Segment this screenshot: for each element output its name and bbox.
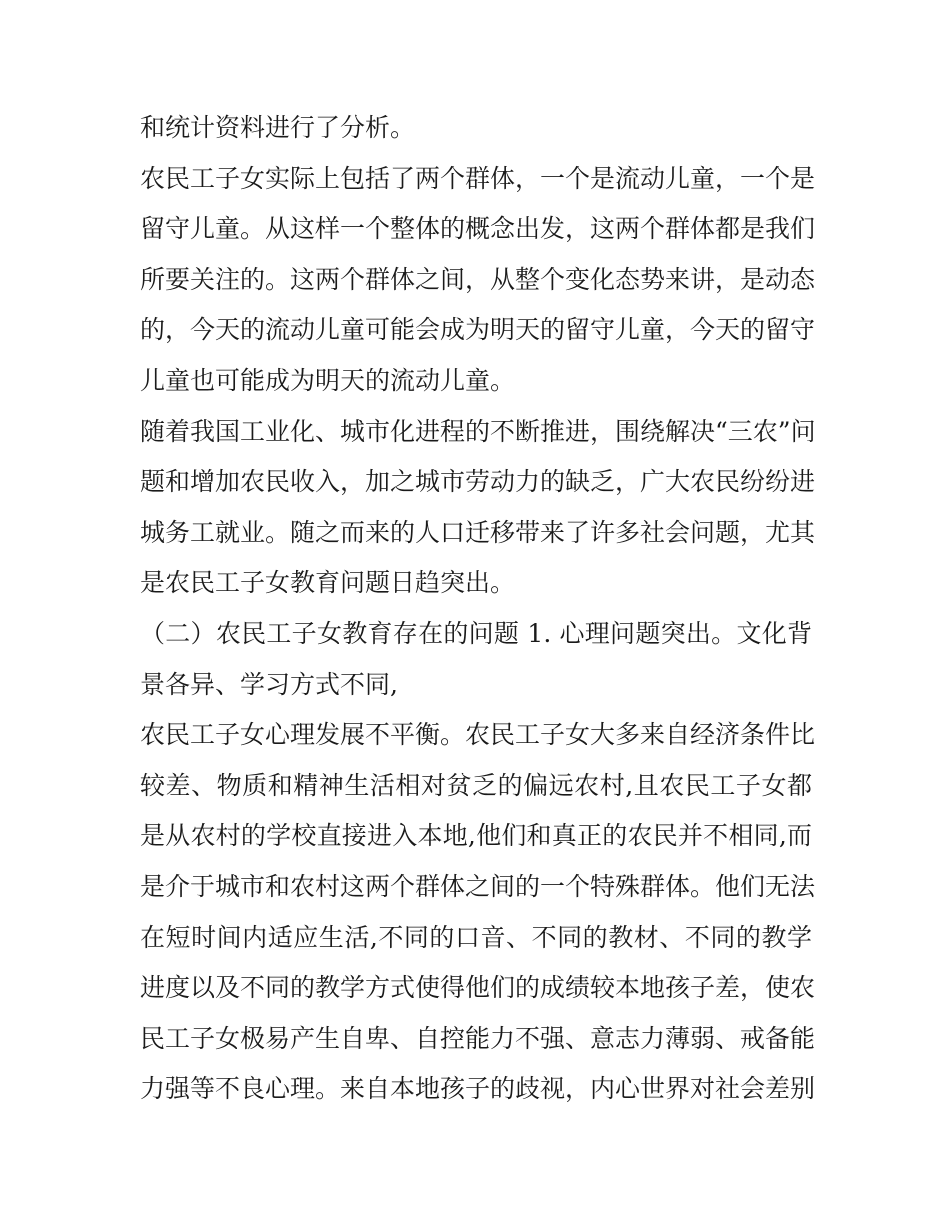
text-line: 和统计资料进行了分析。 — [140, 113, 416, 142]
text-line: 力强等不良心理。来自本地孩子的歧视，内心世界对社会差别 — [140, 1074, 816, 1104]
text-line: 是农民工子女教育问题日趋突出。 — [140, 568, 516, 598]
text-line: 是介于城市和农村这两个群体之间的一个特殊群体。他们无法 — [140, 871, 816, 901]
text-line: 在短时间内适应生活,不同的口音、不同的教材、不同的教学 — [140, 922, 812, 952]
text-line: 随着我国工业化、城市化进程的不断推进，围绕解决“三农”问 — [140, 416, 816, 446]
text-line: 留守儿童。从这样一个整体的概念出发，这两个群体都是我们 — [140, 214, 816, 244]
text-line: 题和增加农民收入，加之城市劳动力的缺乏，广大农民纷纷进 — [140, 467, 816, 497]
text-line: 较差、物质和精神生活相对贫乏的偏远农村,且农民工子女都 — [140, 770, 812, 800]
document-body — [140, 103, 816, 1115]
text-line: 进度以及不同的教学方式使得他们的成绩较本地孩子差，使农 — [140, 973, 816, 1003]
text-line: 农民工子女实际上包括了两个群体，一个是流动儿童，一个是 — [140, 163, 816, 193]
text-line: 的，今天的流动儿童可能会成为明天的留守儿童，今天的留守 — [140, 315, 816, 345]
text-line: 农民工子女心理发展不平衡。农民工子女大多来自经济条件比 — [140, 720, 816, 750]
text-line: 景各异、学习方式不同, — [140, 669, 398, 699]
text-line: 儿童也可能成为明天的流动儿童。 — [140, 365, 516, 395]
text-line: 是从农村的学校直接进入本地,他们和真正的农民并不相同,而 — [140, 821, 812, 851]
text-line: 民工子女极易产生自卑、自控能力不强、意志力薄弱、戒备能 — [140, 1023, 816, 1053]
section-heading-line: （二）农民工子女教育存在的问题 1. 心理问题突出。文化背 — [140, 618, 812, 648]
text-line: 所要关注的。这两个群体之间，从整个变化态势来讲，是动态 — [140, 264, 816, 294]
text-line: 城务工就业。随之而来的人口迁移带来了许多社会问题，尤其 — [140, 517, 816, 547]
